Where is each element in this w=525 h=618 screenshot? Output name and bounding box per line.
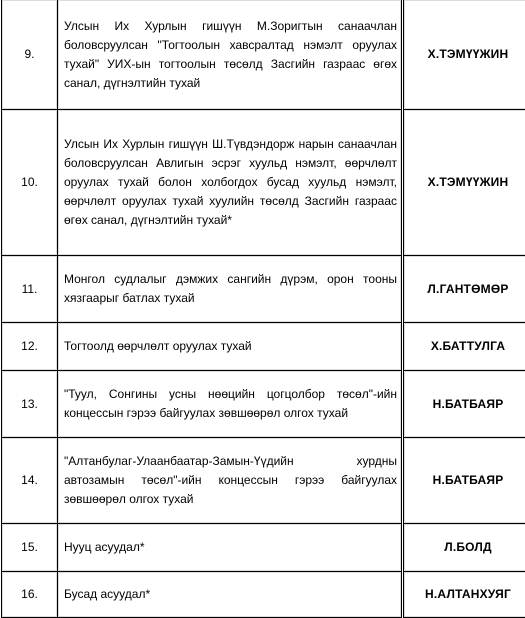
agenda-table: [1, 0, 525, 618]
row-number: 15.: [2, 524, 58, 572]
topic-text: Улсын Их Хурлын гишүүн Ш.Түвдэндорж нарын санаачлан боловсруулсан Авлигын эсрэг хуульд нэмэлт, өөрчлөлт оруулах тухай болон холбогдох бусад хуульд нэмэлт, өөрчлөлт оруулах тухай хуулийн төсөлд Засгийн газраас өгөх санал, дүгнэлтийн тухай*: [64, 135, 397, 230]
row-topic: [58, 371, 403, 438]
row-number: 10.: [2, 110, 58, 256]
row-number: 13.: [2, 371, 58, 438]
table-row: [2, 110, 525, 256]
row-topic: [58, 524, 403, 572]
row-topic: [58, 0, 403, 110]
row-topic: [58, 323, 403, 371]
topic-text: "Алтанбулаг-Улаанбаатар-Замын-Үүдийн хурдны автозамын төсөл"-ийн концессын гэрээ байгуулах зөвшөөрөл олгох тухай: [64, 452, 397, 509]
row-responsible: Н.БАТБАЯР: [403, 371, 525, 438]
table-row: [2, 256, 525, 323]
row-responsible: Х.БАТТУЛГА: [403, 323, 525, 371]
row-number: 9.: [2, 0, 58, 110]
table-row: [2, 323, 525, 371]
topic-text: Улсын Их Хурлын гишүүн М.Зоригтын санаачлан боловсруулсан "Тогтоолын хавсралтад нэмэлт оруулах тухай" УИХ-ын тогтоолын төсөлд Засгийн газраас өгөх санал, дүгнэлтийн тухай: [64, 17, 397, 93]
table-row: [2, 524, 525, 572]
row-number: 11.: [2, 256, 58, 323]
row-responsible: Х.ТЭМҮҮЖИН: [403, 0, 525, 110]
topic-text: Нууц асуудал*: [64, 538, 397, 557]
table-row: [2, 371, 525, 438]
topic-text: "Туул, Сонгины усны нөөцийн цогцолбор төсөл"-ийн концессын гэрээ байгуулах зөвшөөрөл олгох тухай: [64, 385, 397, 423]
row-responsible: Н.АЛТАНХУЯГ: [403, 572, 525, 618]
row-responsible: Л.БОЛД: [403, 524, 525, 572]
row-number: 16.: [2, 572, 58, 618]
row-topic: [58, 110, 403, 256]
row-topic: [58, 438, 403, 524]
topic-text: Бусад асуудал*: [64, 585, 397, 604]
row-responsible: Х.ТЭМҮҮЖИН: [403, 110, 525, 256]
row-topic: [58, 572, 403, 618]
topic-text: Монгол судлалыг дэмжих сангийн дүрэм, орон тооны хязгаарыг батлах тухай: [64, 270, 397, 308]
topic-text: Тогтоолд өөрчлөлт оруулах тухай: [64, 337, 397, 356]
row-number: 12.: [2, 323, 58, 371]
row-topic: [58, 256, 403, 323]
table-row: [2, 0, 525, 110]
table-row: [2, 438, 525, 524]
row-number: 14.: [2, 438, 58, 524]
row-responsible: Н.БАТБАЯР: [403, 438, 525, 524]
row-responsible: Л.ГАНТӨМӨР: [403, 256, 525, 323]
table-row: [2, 572, 525, 618]
